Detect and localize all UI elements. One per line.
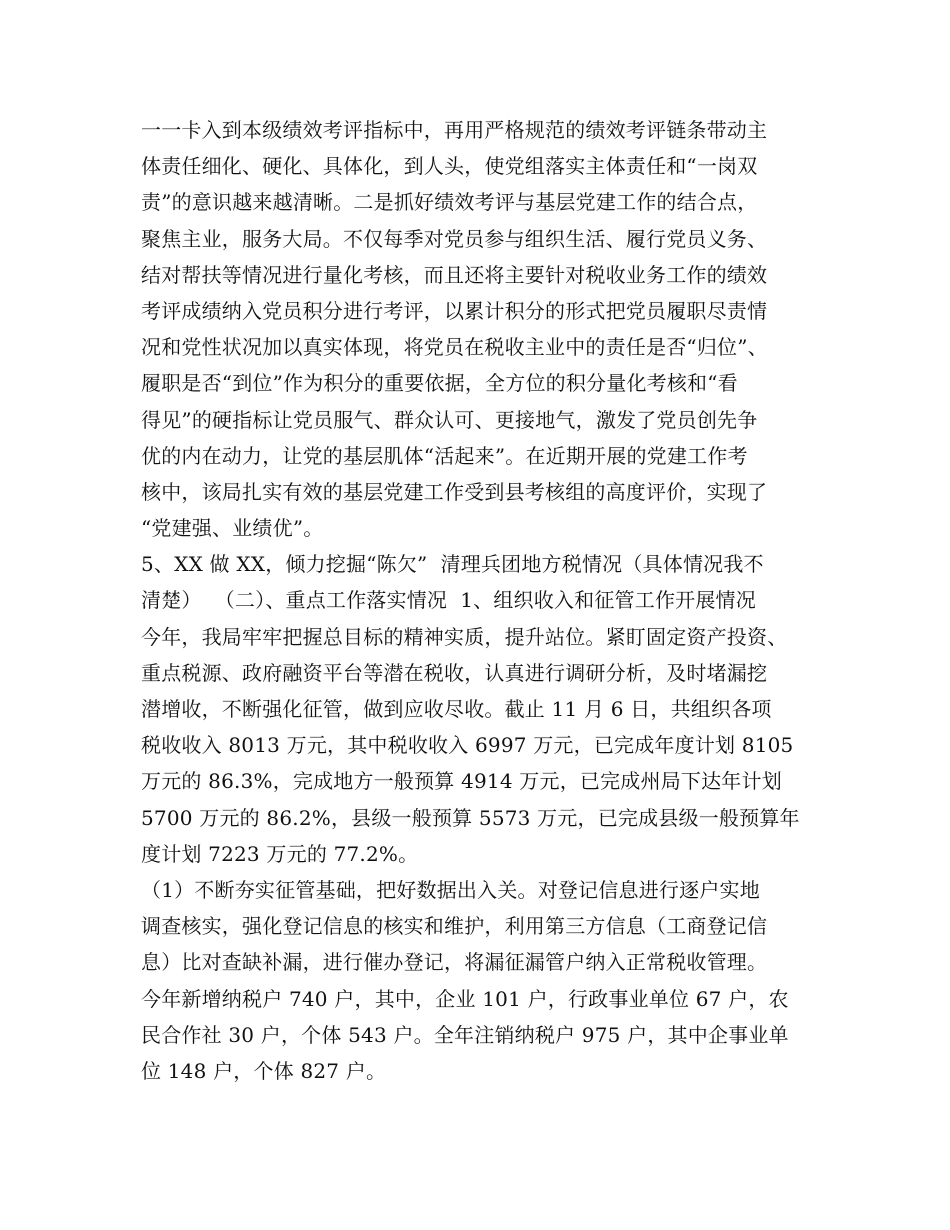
text-line: 税收收入 8013 万元，其中税收收入 6997 万元，已完成年度计划 8105 [141,733,794,758]
text-line: 履职是否“到位”作为积分的重要依据，全方位的积分量化考核和“看 [141,371,738,396]
document-body [141,112,821,1089]
text-line: 考评成绩纳入党员积分进行考评，以累计积分的形式把党员履职尽责情 [141,298,768,323]
text-line: 优的内在动力，让党的基层肌体“活起来”。在近期开展的党建工作考 [141,443,748,468]
text-line: 5700 万元的 86.2%，县级一般预算 5573 万元，已完成县级一般预算年 [141,805,800,830]
text-line: 度计划 7223 万元的 77.2%。 [141,841,419,866]
text-line: 今年新增纳税户 740 户，其中，企业 101 户，行政事业单位 67 户，农 [141,986,789,1011]
text-line: 调查核实，强化登记信息的核实和维护，利用第三方信息（工商登记信 [141,914,768,939]
text-line: （1）不断夯实征管基础，把好数据出入关。对登记信息进行逐户实地 [141,877,760,902]
text-line: 潜增收，不断强化征管，做到应收尽收。截止 11 月 6 日，共组织各项 [141,697,772,721]
text-line: “党建强、业绩优”。 [141,516,324,541]
text-line: 民合作社 30 户，个体 543 户。全年注销纳税户 975 户，其中企事业单 [141,1022,789,1047]
text-line: 位 148 户，个体 827 户。 [141,1058,387,1083]
text-line: 体责任细化、硬化、具体化，到人头，使党组落实主体责任和“一岗双 [141,154,758,179]
text-line: 况和党性状况加以真实体现，将党员在税收主业中的责任是否“归位”、 [141,335,768,360]
text-line: 聚焦主业，服务大局。不仅每季对党员参与组织生活、履行党员义务、 [141,226,768,251]
text-line: 一一卡入到本级绩效考评指标中，再用严格规范的绩效考评链条带动主 [141,118,768,142]
text-line: 息）比对查缺补漏，进行催办登记，将漏征漏管户纳入正常税收管理。 [141,950,768,975]
text-line: 今年，我局牢牢把握总目标的精神实质，提升站位。紧盯固定资产投资、 [141,624,788,649]
text-line: 结对帮扶等情况进行量化考核，而且还将主要针对税收业务工作的绩效 [141,262,768,287]
text-line: 万元的 86.3%，完成地方一般预算 4914 万元，已完成州局下达年计划 [141,769,782,794]
text-line: 得见”的硬指标让党员服气、群众认可、更接地气，激发了党员创先争 [141,407,758,432]
text-line: 重点税源、政府融资平台等潜在税收，认真进行调研分析，及时堵漏挖 [141,660,768,685]
text-line: 责”的意识越来越清晰。二是抓好绩效考评与基层党建工作的结合点， [141,190,758,215]
text-line: 清楚） （二）、重点工作落实情况 1、组织收入和征管工作开展情况 [141,588,756,613]
text-line: 核中，该局扎实有效的基层党建工作受到县考核组的高度评价，实现了 [141,479,768,504]
text-line: 5、XX 做 XX，倾力挖掘“陈欠” 清理兵团地方税情况（具体情况我不 [141,552,764,577]
